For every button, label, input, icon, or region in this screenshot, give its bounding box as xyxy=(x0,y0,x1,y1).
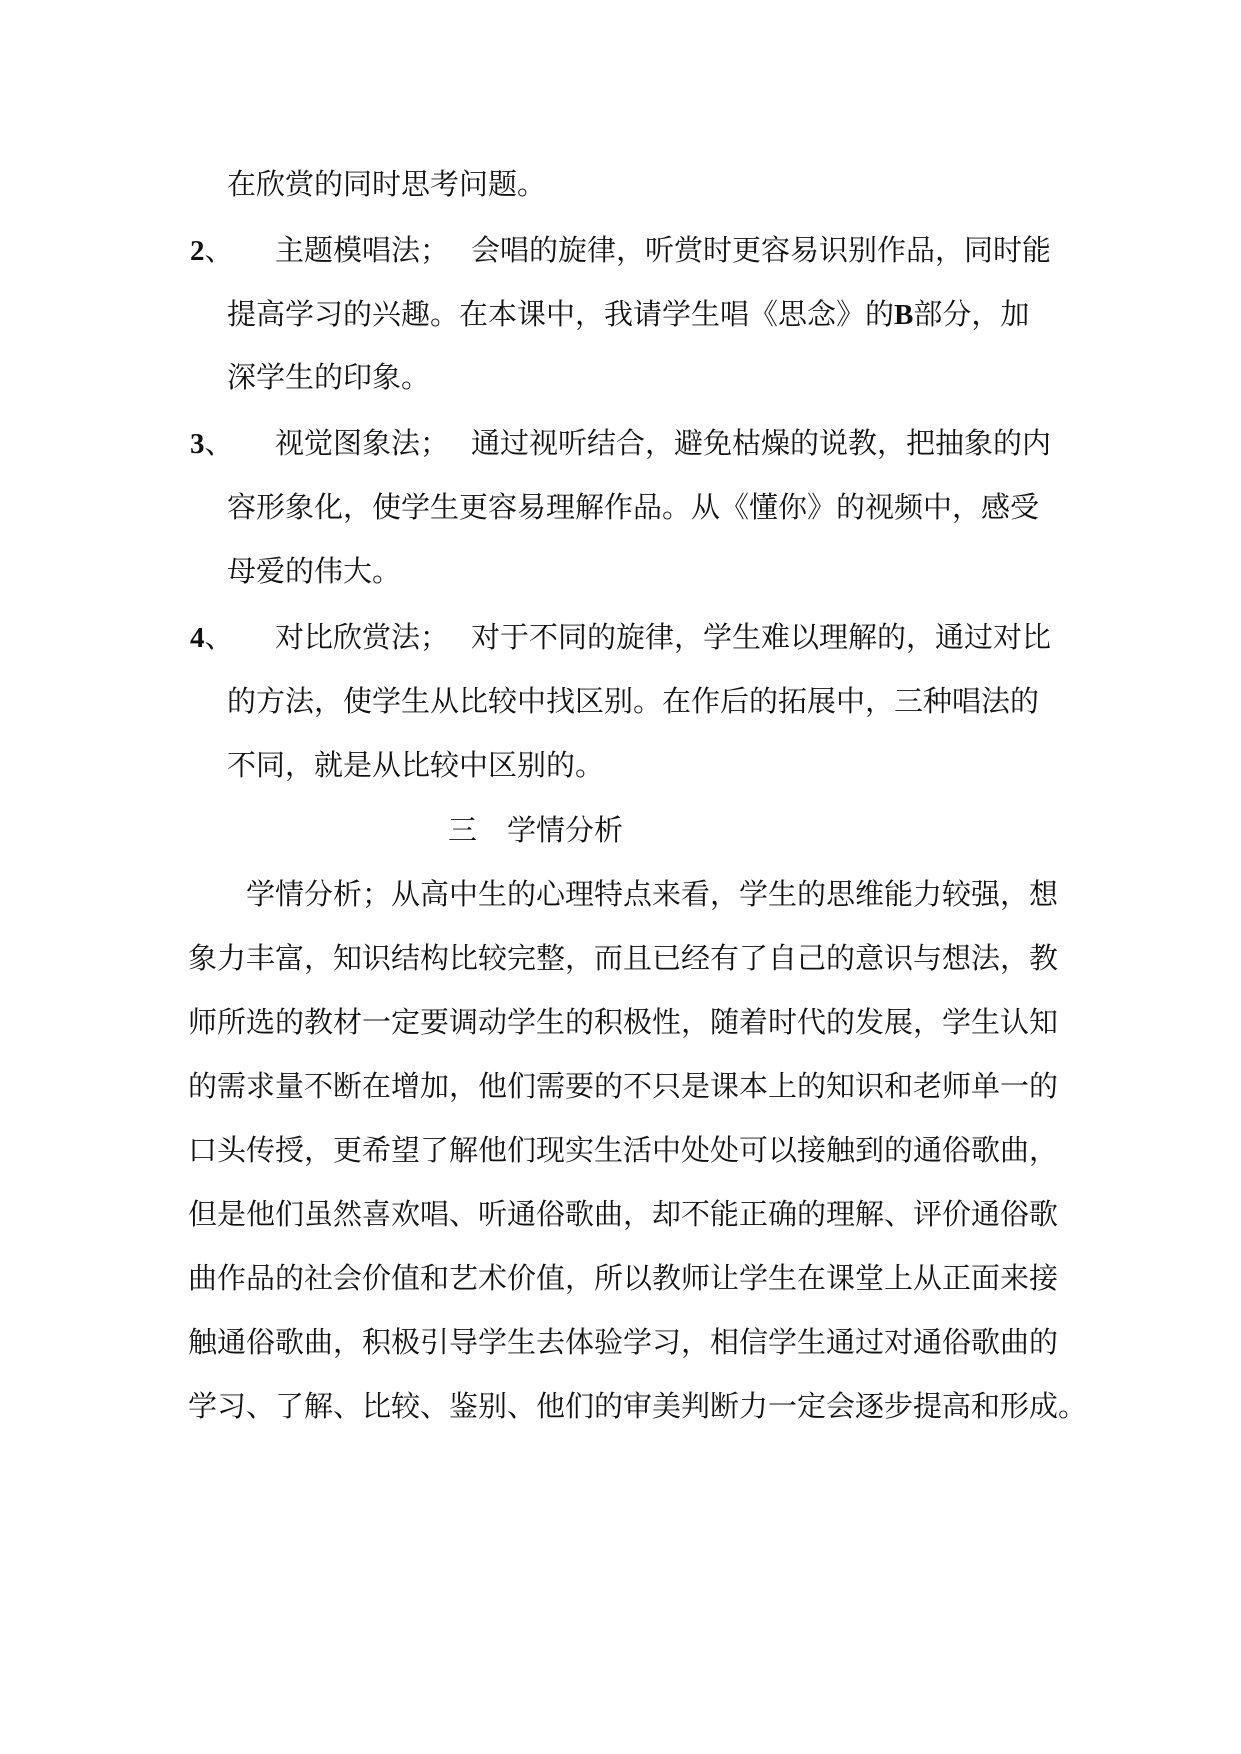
method-term: 对比欣赏法； xyxy=(275,620,450,654)
method-line2: 的方法，使学生从比较中找区别。在作后的拓展中，三种唱法的 xyxy=(227,684,1040,718)
method-first-line xyxy=(275,617,1051,657)
method-line2-bold-letter: B xyxy=(894,299,914,331)
method-number-sep: 、 xyxy=(204,233,234,267)
method-line3: 母爱的伟大。 xyxy=(227,554,402,588)
method-number xyxy=(190,230,234,270)
method-term: 主题模唱法； xyxy=(275,233,450,267)
method-line1-text: 对于不同的旋律，学生难以理解的，通过对比 xyxy=(471,620,1052,654)
method-line1-text: 会唱的旋律，听赏时更容易识别作品，同时能 xyxy=(471,233,1052,267)
section-heading-title: 学情分析 xyxy=(507,813,624,847)
analysis-line-4: 的需求量不断在增加，他们需要的不只是课本上的知识和老师单一的 xyxy=(188,1069,1059,1103)
analysis-line-6: 但是他们虽然喜欢唱、听通俗歌曲，却不能正确的理解、评价通俗歌 xyxy=(188,1197,1059,1231)
method-term: 视觉图象法； xyxy=(275,426,450,460)
method-line2: 容形象化，使学生更容易理解作品。从《懂你》的视频中，感受 xyxy=(227,490,1040,524)
analysis-line-1: 学情分析；从高中生的心理特点来看，学生的思维能力较强，想 xyxy=(246,877,1059,911)
method-line2-pre: 提高学习的兴趣。在本课中，我请学生唱《思念》的 xyxy=(227,297,895,331)
method-number-digit: 2 xyxy=(190,235,205,267)
analysis-line-9: 学习、了解、比较、鉴别、他们的审美判断力一定会逐步提高和形成。 xyxy=(188,1389,1088,1423)
method-number xyxy=(190,423,234,463)
method-first-line xyxy=(275,423,1051,463)
analysis-line-2: 象力丰富，知识结构比较完整，而且已经有了自己的意识与想法，教 xyxy=(188,941,1059,975)
method-number-sep: 、 xyxy=(204,620,234,654)
analysis-line-5: 口头传授，更希望了解他们现实生活中处处可以接触到的通俗歌曲， xyxy=(188,1133,1059,1167)
method-first-line xyxy=(275,230,1051,270)
section-heading-numeral: 三 xyxy=(448,813,478,847)
method-line2 xyxy=(227,294,1029,334)
method-number-digit: 3 xyxy=(190,428,205,460)
method-line1-text: 通过视听结合，避免枯燥的说教，把抽象的内 xyxy=(471,426,1052,460)
method-number-sep: 、 xyxy=(204,426,234,460)
intro-line: 在欣赏的同时思考问题。 xyxy=(227,167,547,201)
method-line2-post: 部分，加 xyxy=(913,297,1030,331)
method-number xyxy=(190,617,234,657)
method-line3: 不同，就是从比较中区别的。 xyxy=(227,748,605,782)
method-number-digit: 4 xyxy=(190,622,205,654)
method-line3: 深学生的印象。 xyxy=(227,360,431,394)
section-heading xyxy=(448,810,623,850)
analysis-line-3: 师所选的教材一定要调动学生的积极性，随着时代的发展，学生认知 xyxy=(188,1005,1059,1039)
analysis-line-7: 曲作品的社会价值和艺术价值，所以教师让学生在课堂上从正面来接 xyxy=(188,1261,1059,1295)
analysis-line-8: 触通俗歌曲，积极引导学生去体验学习，相信学生通过对通俗歌曲的 xyxy=(188,1325,1059,1359)
